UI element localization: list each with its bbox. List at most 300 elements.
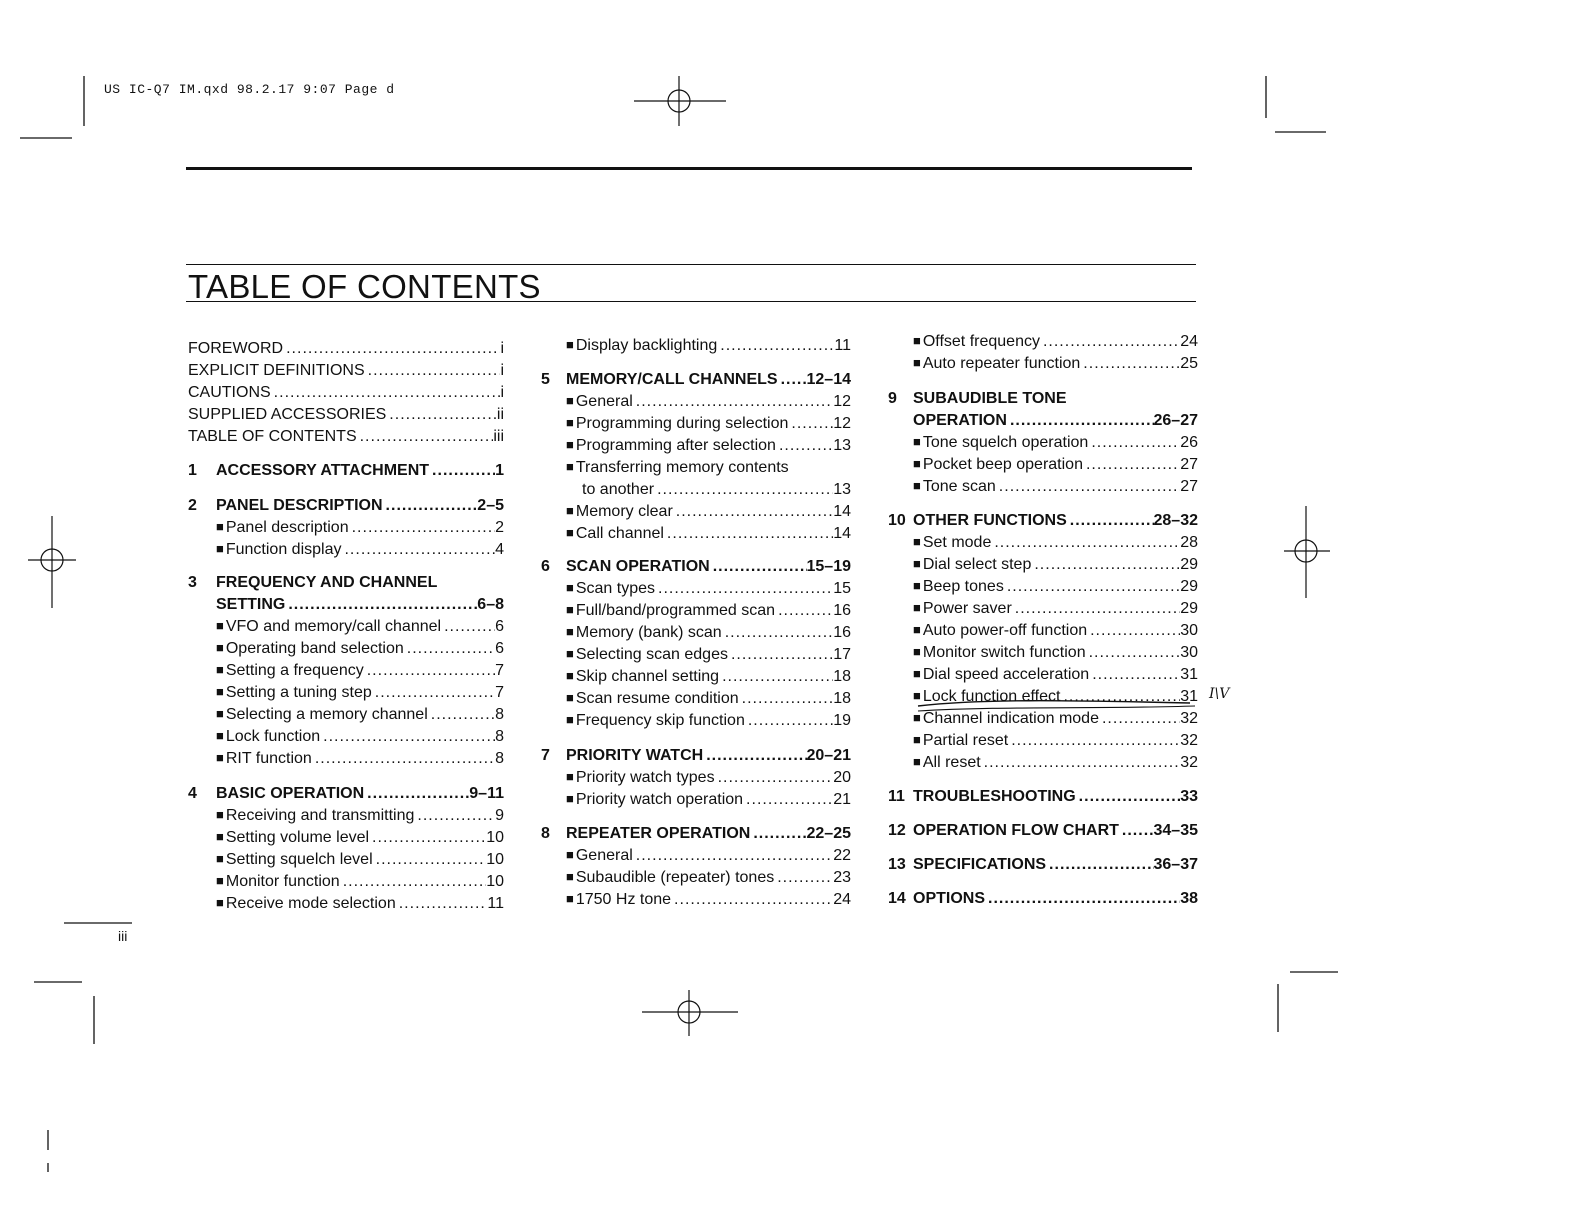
dot-leader (673, 501, 833, 523)
dot-leader (1083, 454, 1180, 476)
toc-entry-page: 4 (495, 541, 504, 558)
toc-entry-label: BASIC OPERATION (216, 785, 365, 802)
toc-entry[interactable] (913, 642, 1198, 664)
dot-leader (372, 682, 495, 704)
dot-leader (340, 871, 487, 893)
toc-entry-label: Dial select step (922, 556, 1032, 573)
dot-leader (654, 479, 833, 501)
toc-entry[interactable] (913, 532, 1198, 554)
toc-entry-page: 10 (486, 873, 504, 890)
toc-entry-page: 10 (486, 851, 504, 868)
toc-entry-label: General (575, 393, 633, 410)
toc-entry-label: Tone squelch operation (922, 434, 1089, 451)
dot-leader (655, 578, 833, 600)
square-bullet-icon: ■ (216, 618, 224, 633)
square-bullet-icon: ■ (913, 355, 921, 370)
toc-entry[interactable] (913, 388, 1198, 410)
dot-leader (739, 688, 834, 710)
toc-entry[interactable] (566, 578, 851, 600)
toc-entry[interactable] (216, 726, 504, 748)
toc-entry-page: 26–27 (1153, 412, 1198, 429)
toc-section-number: 14 (888, 890, 906, 907)
toc-entry[interactable] (216, 539, 504, 561)
toc-entry[interactable] (188, 382, 504, 404)
toc-entry-label: Scan types (575, 580, 656, 597)
toc-entry[interactable] (216, 660, 504, 682)
toc-entry-page: 30 (1180, 644, 1198, 661)
toc-entry[interactable] (216, 871, 504, 893)
toc-entry-label: Setting volume level (225, 829, 370, 846)
toc-entry[interactable] (216, 849, 504, 871)
square-bullet-icon: ■ (216, 706, 224, 721)
toc-entry[interactable] (913, 786, 1198, 808)
toc-entry-label: PRIORITY WATCH (566, 747, 704, 764)
toc-entry[interactable] (216, 572, 504, 594)
toc-entry-label: OPERATION (913, 412, 1007, 429)
toc-entry[interactable] (566, 688, 851, 710)
toc-entry[interactable] (566, 710, 851, 732)
toc-entry-label: ACCESSORY ATTACHMENT (216, 462, 430, 479)
toc-section-number: 11 (888, 788, 905, 805)
toc-entry-label: Beep tones (922, 578, 1004, 595)
toc-entry[interactable] (566, 867, 851, 889)
dot-leader (633, 845, 833, 867)
toc-entry-page: 12 (833, 415, 851, 432)
toc-entry-page: 8 (495, 728, 504, 745)
square-bullet-icon: ■ (566, 646, 574, 661)
toc-entry[interactable] (216, 460, 504, 482)
toc-entry-page: 34–35 (1153, 822, 1198, 839)
toc-entry[interactable] (566, 666, 851, 688)
dot-leader (722, 622, 834, 644)
toc-entry[interactable] (188, 338, 504, 360)
toc-entry[interactable] (913, 554, 1198, 576)
toc-entry-page: 12–14 (806, 371, 851, 388)
toc-entry[interactable] (566, 745, 851, 767)
toc-entry[interactable] (913, 620, 1198, 642)
toc-entry-label: All reset (922, 754, 981, 771)
toc-entry-label: Lock function effect (922, 688, 1061, 705)
toc-entry-page: 22 (833, 847, 851, 864)
toc-entry-page: 32 (1180, 754, 1198, 771)
toc-entry-label: Pocket beep operation (922, 456, 1083, 473)
dot-leader (349, 517, 495, 539)
toc-entry-page: 21 (833, 791, 851, 808)
toc-entry[interactable] (566, 501, 851, 523)
toc-entry-label: CAUTIONS (188, 384, 271, 401)
square-bullet-icon: ■ (913, 434, 921, 449)
toc-entry[interactable] (913, 454, 1198, 476)
toc-entry-page: 20 (833, 769, 851, 786)
square-bullet-icon: ■ (566, 847, 574, 862)
toc-entry-page: 18 (833, 690, 851, 707)
toc-entry[interactable] (566, 845, 851, 867)
square-bullet-icon: ■ (913, 644, 921, 659)
toc-entry-label: Frequency skip function (575, 712, 745, 729)
toc-entry[interactable] (216, 616, 504, 638)
toc-entry-label: Call channel (575, 525, 664, 542)
toc-entry[interactable] (582, 479, 851, 501)
toc-entry[interactable] (188, 404, 504, 426)
toc-section-number: 12 (888, 822, 906, 839)
dot-leader (441, 616, 495, 638)
title-rule-top (186, 264, 1196, 265)
dot-leader (414, 805, 495, 827)
top-rule (186, 167, 1192, 170)
toc-entry-page: 7 (495, 662, 504, 679)
toc-entry-page: 2–5 (477, 497, 504, 514)
toc-column-2 (541, 335, 851, 915)
page-title: TABLE OF CONTENTS (188, 268, 541, 305)
toc-entry[interactable] (913, 686, 1198, 708)
toc-entry[interactable] (566, 789, 851, 811)
toc-entry[interactable] (913, 576, 1198, 598)
toc-section-number: 7 (541, 747, 550, 764)
toc-entry-page: 38 (1180, 890, 1198, 907)
square-bullet-icon: ■ (913, 754, 921, 769)
toc-entry[interactable] (566, 556, 851, 578)
toc-entry[interactable] (216, 805, 504, 827)
toc-entry[interactable] (913, 331, 1198, 353)
dot-leader (429, 460, 495, 482)
toc-entry-label: SUPPLIED ACCESSORIES (188, 406, 387, 423)
square-bullet-icon: ■ (913, 534, 921, 549)
toc-entry-label: Selecting scan edges (575, 646, 728, 663)
toc-entry-label: SUBAUDIBLE TONE (913, 390, 1067, 407)
toc-section-number: 9 (888, 390, 897, 407)
dot-leader (1008, 730, 1180, 752)
toc-entry[interactable] (216, 827, 504, 849)
toc-entry[interactable] (913, 410, 1198, 432)
toc-entry-page: 1 (495, 462, 504, 479)
toc-entry[interactable] (566, 335, 851, 357)
square-bullet-icon: ■ (216, 684, 224, 699)
toc-entry-page: ii (496, 406, 504, 423)
toc-entry[interactable] (913, 598, 1198, 620)
dot-leader (750, 823, 806, 845)
toc-entry-page: 29 (1180, 556, 1198, 573)
dot-leader (1012, 598, 1180, 620)
toc-entry[interactable] (566, 413, 851, 435)
dot-leader (745, 710, 833, 732)
toc-entry-page: 30 (1180, 622, 1198, 639)
dot-leader (703, 745, 806, 767)
toc-entry[interactable] (188, 426, 504, 448)
square-bullet-icon: ■ (216, 662, 224, 677)
dot-leader (1088, 432, 1180, 454)
square-bullet-icon: ■ (566, 602, 574, 617)
toc-entry[interactable] (216, 893, 504, 915)
dot-leader (1004, 576, 1180, 598)
toc-entry-label: Function display (225, 541, 342, 558)
toc-entry-label: OPTIONS (913, 890, 986, 907)
square-bullet-icon: ■ (566, 525, 574, 540)
dot-leader (1080, 353, 1180, 375)
toc-entry-page: 20–21 (806, 747, 851, 764)
toc-entry[interactable] (566, 622, 851, 644)
toc-entry-label: VFO and memory/call channel (225, 618, 442, 635)
dot-leader (671, 889, 833, 911)
dot-leader (778, 369, 807, 391)
toc-entry-page: 11 (487, 895, 504, 912)
toc-entry-label: Selecting a memory channel (225, 706, 428, 723)
toc-entry-page: 13 (833, 481, 851, 498)
page-number: iii (118, 928, 128, 944)
dot-leader (357, 426, 494, 448)
square-bullet-icon: ■ (566, 668, 574, 683)
square-bullet-icon: ■ (566, 869, 574, 884)
toc-entry-page: 27 (1180, 478, 1198, 495)
toc-entry[interactable] (216, 704, 504, 726)
toc-entry-label: TABLE OF CONTENTS (188, 428, 357, 445)
toc-entry-page: 31 (1180, 666, 1198, 683)
dot-leader (1046, 854, 1153, 876)
toc-entry-label: Receive mode selection (225, 895, 396, 912)
dot-leader (369, 827, 486, 849)
toc-entry-page: 31 (1180, 688, 1198, 705)
square-bullet-icon: ■ (216, 895, 224, 910)
dot-leader (664, 523, 833, 545)
toc-entry[interactable] (216, 638, 504, 660)
dot-leader (373, 849, 487, 871)
toc-entry[interactable] (913, 820, 1198, 842)
toc-entry-label: SPECIFICATIONS (913, 856, 1047, 873)
handwritten-annotation: I\V (1209, 686, 1230, 702)
square-bullet-icon: ■ (913, 600, 921, 615)
toc-entry-page: i (500, 384, 504, 401)
toc-entry-label: MEMORY/CALL CHANNELS (566, 371, 778, 388)
dot-leader (991, 532, 1180, 554)
square-bullet-icon: ■ (913, 578, 921, 593)
toc-entry[interactable] (216, 495, 504, 517)
toc-entry-page: 17 (833, 646, 851, 663)
toc-entry-page: 6–8 (477, 596, 504, 613)
square-bullet-icon: ■ (216, 640, 224, 655)
toc-entry-label: EXPLICIT DEFINITIONS (188, 362, 365, 379)
toc-entry-label: REPEATER OPERATION (566, 825, 751, 842)
dot-leader (1119, 820, 1154, 842)
dot-leader (404, 638, 495, 660)
square-bullet-icon: ■ (566, 393, 574, 408)
dot-leader (996, 476, 1180, 498)
toc-entry[interactable] (566, 600, 851, 622)
toc-entry-label: Monitor function (225, 873, 340, 890)
toc-entry-page: 8 (495, 706, 504, 723)
square-bullet-icon: ■ (566, 503, 574, 518)
toc-entry[interactable] (913, 854, 1198, 876)
toc-entry-label: FOREWORD (188, 340, 284, 357)
toc-entry-label: Programming during selection (575, 415, 789, 432)
toc-entry[interactable] (566, 767, 851, 789)
toc-entry-page: 28 (1180, 534, 1198, 551)
toc-entry[interactable] (913, 730, 1198, 752)
toc-entry[interactable] (216, 682, 504, 704)
dot-leader (1076, 786, 1181, 808)
toc-entry-label: Display backlighting (575, 337, 718, 354)
square-bullet-icon: ■ (216, 519, 224, 534)
square-bullet-icon: ■ (913, 556, 921, 571)
toc-entry[interactable] (216, 594, 504, 616)
toc-entry[interactable] (566, 644, 851, 666)
toc-entry[interactable] (913, 353, 1198, 375)
toc-entry-page: 32 (1180, 732, 1198, 749)
dot-leader (1067, 510, 1154, 532)
dot-leader (396, 893, 488, 915)
square-bullet-icon: ■ (913, 478, 921, 493)
toc-entry-label: OPERATION FLOW CHART (913, 822, 1119, 839)
dot-leader (985, 888, 1180, 910)
dot-leader (710, 556, 807, 578)
toc-entry-page: 32 (1180, 710, 1198, 727)
square-bullet-icon: ■ (216, 750, 224, 765)
square-bullet-icon: ■ (913, 666, 921, 681)
dot-leader (320, 726, 495, 748)
square-bullet-icon: ■ (566, 459, 574, 474)
toc-entry[interactable] (566, 823, 851, 845)
toc-entry-page: 14 (833, 503, 851, 520)
dot-leader (775, 600, 833, 622)
toc-entry-page: 29 (1180, 578, 1198, 595)
dot-leader (743, 789, 833, 811)
toc-entry-label: Partial reset (922, 732, 1009, 749)
square-bullet-icon: ■ (566, 624, 574, 639)
toc-section-number: 1 (188, 462, 197, 479)
toc-entry-label: Programming after selection (575, 437, 776, 454)
toc-entry[interactable] (913, 432, 1198, 454)
toc-entry-page: 9 (495, 807, 504, 824)
square-bullet-icon: ■ (216, 873, 224, 888)
toc-entry-page: 8 (495, 750, 504, 767)
toc-entry[interactable] (566, 391, 851, 413)
toc-section-number: 4 (188, 785, 197, 802)
toc-entry-label: Dial speed acceleration (922, 666, 1090, 683)
square-bullet-icon: ■ (566, 580, 574, 595)
toc-entry-label: PANEL DESCRIPTION (216, 497, 383, 514)
toc-entry-label: Operating band selection (225, 640, 404, 657)
dot-leader (728, 644, 833, 666)
toc-entry-label: Full/band/programmed scan (575, 602, 776, 619)
toc-entry[interactable] (913, 664, 1198, 686)
toc-entry-label: SCAN OPERATION (566, 558, 710, 575)
toc-entry[interactable] (566, 369, 851, 391)
toc-entry-page: 36–37 (1153, 856, 1198, 873)
toc-entry-label: Panel description (225, 519, 349, 536)
dot-leader (364, 660, 495, 682)
toc-entry-label: Subaudible (repeater) tones (575, 869, 775, 886)
toc-entry-label: FREQUENCY AND CHANNEL (216, 574, 438, 591)
toc-entry-page: 16 (833, 624, 851, 641)
toc-entry-page: 9–11 (469, 785, 504, 802)
toc-entry-page: 19 (833, 712, 851, 729)
toc-entry[interactable] (913, 476, 1198, 498)
toc-entry-label: General (575, 847, 633, 864)
dot-leader (981, 752, 1181, 774)
toc-entry-label: Receiving and transmitting (225, 807, 415, 824)
dot-leader (1040, 331, 1180, 353)
dot-leader (1086, 642, 1181, 664)
toc-entry-label: SETTING (216, 596, 286, 613)
dot-leader (774, 867, 833, 889)
dot-leader (776, 435, 833, 457)
dot-leader (285, 594, 477, 616)
toc-entry[interactable] (216, 783, 504, 805)
toc-entry-page: 14 (833, 525, 851, 542)
toc-entry-label: 1750 Hz tone (575, 891, 672, 908)
dot-leader (271, 382, 501, 404)
toc-entry-label: Channel indication mode (922, 710, 1099, 727)
dot-leader (717, 335, 834, 357)
dot-leader (341, 539, 495, 561)
toc-entry[interactable] (913, 708, 1198, 730)
toc-section-number: 13 (888, 856, 906, 873)
square-bullet-icon: ■ (566, 891, 574, 906)
toc-entry[interactable] (913, 510, 1198, 532)
toc-entry-page: 26 (1180, 434, 1198, 451)
toc-section-number: 10 (888, 512, 906, 529)
toc-column-1 (188, 338, 504, 918)
toc-entry[interactable] (566, 457, 851, 479)
toc-entry-label: Setting squelch level (225, 851, 373, 868)
square-bullet-icon: ■ (913, 333, 921, 348)
square-bullet-icon: ■ (566, 415, 574, 430)
toc-entry[interactable] (188, 360, 504, 382)
toc-entry-page: 11 (834, 337, 851, 354)
toc-entry-page: 28–32 (1153, 512, 1198, 529)
toc-section-number: 5 (541, 371, 550, 388)
toc-entry[interactable] (566, 523, 851, 545)
toc-entry-page: i (500, 362, 504, 379)
toc-entry[interactable] (913, 888, 1198, 910)
toc-entry[interactable] (566, 435, 851, 457)
dot-leader (1060, 686, 1180, 708)
toc-entry[interactable] (566, 889, 851, 911)
square-bullet-icon: ■ (566, 690, 574, 705)
square-bullet-icon: ■ (913, 622, 921, 637)
dot-leader (428, 704, 495, 726)
toc-entry-page: 18 (833, 668, 851, 685)
toc-entry[interactable] (216, 748, 504, 770)
toc-entry-page: 12 (833, 393, 851, 410)
toc-entry-label: Skip channel setting (575, 668, 720, 685)
toc-entry-page: 16 (833, 602, 851, 619)
toc-entry-label: Transferring memory contents (575, 459, 789, 476)
dot-leader (715, 767, 834, 789)
dot-leader (719, 666, 833, 688)
dot-leader (1089, 664, 1180, 686)
toc-entry-page: 24 (833, 891, 851, 908)
toc-entry-label: TROUBLESHOOTING (913, 788, 1076, 805)
toc-entry-label: Setting a frequency (225, 662, 364, 679)
dot-leader (788, 413, 833, 435)
toc-entry-page: 13 (833, 437, 851, 454)
toc-entry-page: 15 (833, 580, 851, 597)
toc-entry-label: to another (582, 481, 655, 498)
dot-leader (312, 748, 495, 770)
toc-entry-page: 2 (495, 519, 504, 536)
toc-entry[interactable] (216, 517, 504, 539)
print-slug: US IC-Q7 IM.qxd 98.2.17 9:07 Page d (104, 82, 395, 97)
square-bullet-icon: ■ (216, 829, 224, 844)
square-bullet-icon: ■ (913, 732, 921, 747)
toc-entry-page: 33 (1180, 788, 1198, 805)
dot-leader (386, 404, 497, 426)
square-bullet-icon: ■ (566, 437, 574, 452)
toc-entry-page: i (500, 340, 504, 357)
dot-leader (365, 360, 501, 382)
toc-entry[interactable] (913, 752, 1198, 774)
toc-entry-label: Memory (bank) scan (575, 624, 722, 641)
toc-entry-page: 15–19 (806, 558, 851, 575)
